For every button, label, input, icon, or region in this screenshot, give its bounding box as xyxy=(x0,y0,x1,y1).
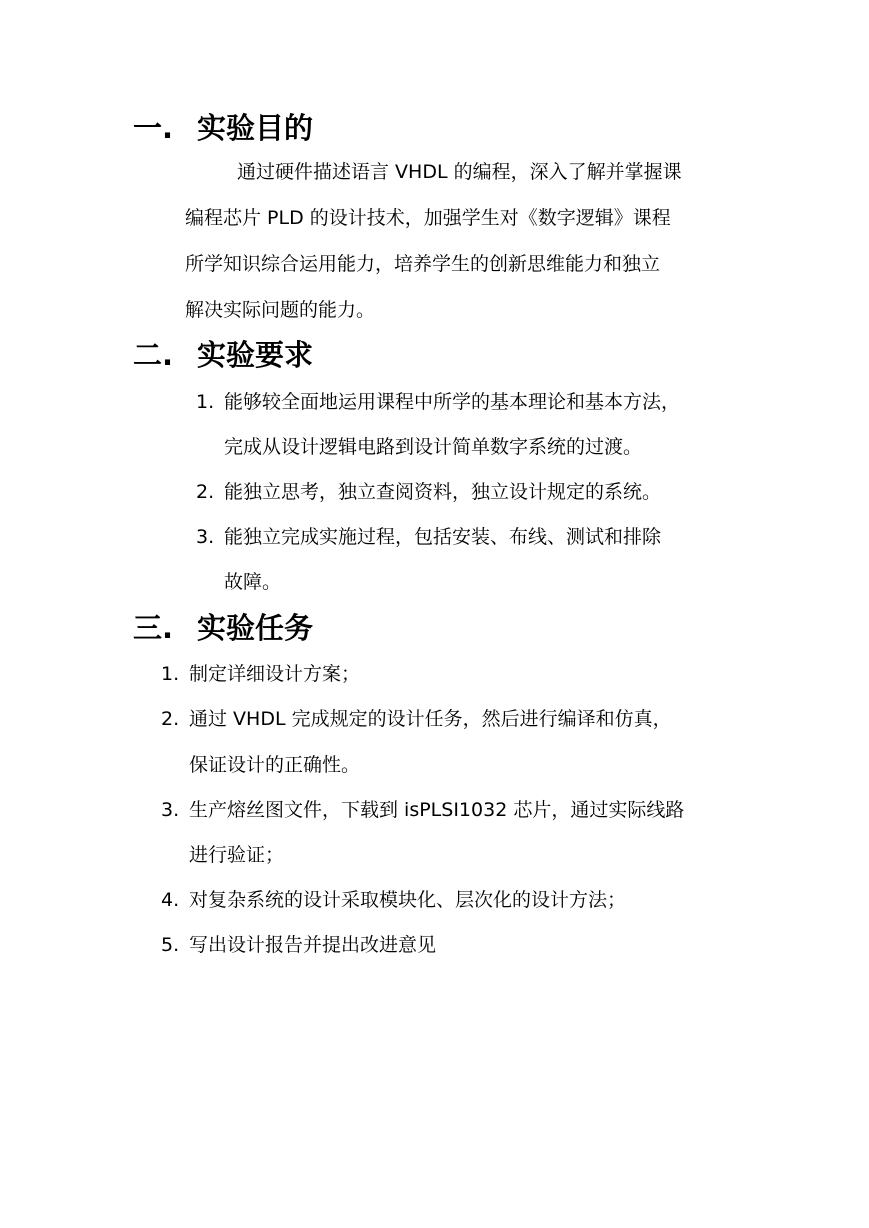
list-item-number: 5. xyxy=(161,934,180,956)
list-item-line: 完成从设计逻辑电路到设计简单数字系统的过渡。 xyxy=(224,436,643,458)
section-number: 三. xyxy=(133,611,174,645)
section-number: 二. xyxy=(133,338,174,372)
list-item-line: 能独立思考，独立查阅资料，独立设计规定的系统。 xyxy=(224,481,662,503)
list-item-line: 通过 VHDL 完成规定的设计任务，然后进行编译和仿真， xyxy=(189,708,672,730)
list-item-line: 生产熔丝图文件，下载到 isPLSI1032 芯片，通过实际线路 xyxy=(189,799,685,821)
section-title: 实验要求 xyxy=(197,338,314,372)
section-heading-purpose xyxy=(133,108,313,148)
list-item-number: 1. xyxy=(196,391,215,413)
list-item-line: 对复杂系统的设计采取模块化、层次化的设计方法； xyxy=(189,889,627,911)
list-item-number: 2. xyxy=(161,708,180,730)
list-item-number: 2. xyxy=(196,481,215,503)
list-item-line: 保证设计的正确性。 xyxy=(189,754,361,776)
list-item-line: 进行验证； xyxy=(189,844,285,866)
paragraph-line: 编程芯片 PLD 的设计技术，加强学生对《数字逻辑》课程 xyxy=(185,207,671,229)
list-item-line: 能独立完成实施过程，包括安装、布线、测试和排除 xyxy=(224,526,662,548)
list-item-number: 3. xyxy=(161,799,180,821)
list-item-number: 1. xyxy=(161,663,180,685)
list-item-line: 写出设计报告并提出改进意见 xyxy=(189,934,437,956)
section-title: 实验任务 xyxy=(197,611,314,645)
list-item-line: 制定详细设计方案； xyxy=(189,663,361,685)
section-title: 实验目的 xyxy=(197,111,314,145)
list-item-line: 能够较全面地运用课程中所学的基本理论和基本方法， xyxy=(224,391,681,413)
paragraph-line: 解决实际问题的能力。 xyxy=(185,299,376,321)
list-item-number: 3. xyxy=(196,526,215,548)
section-heading-requirements xyxy=(133,335,313,375)
list-item-line: 故障。 xyxy=(224,571,282,593)
section-heading-tasks xyxy=(133,608,313,648)
list-item-number: 4. xyxy=(161,889,180,911)
section-number: 一. xyxy=(133,111,174,145)
paragraph-line: 所学知识综合运用能力，培养学生的创新思维能力和独立 xyxy=(185,253,661,275)
paragraph-line: 通过硬件描述语言 VHDL 的编程，深入了解并掌握课 xyxy=(237,161,682,183)
